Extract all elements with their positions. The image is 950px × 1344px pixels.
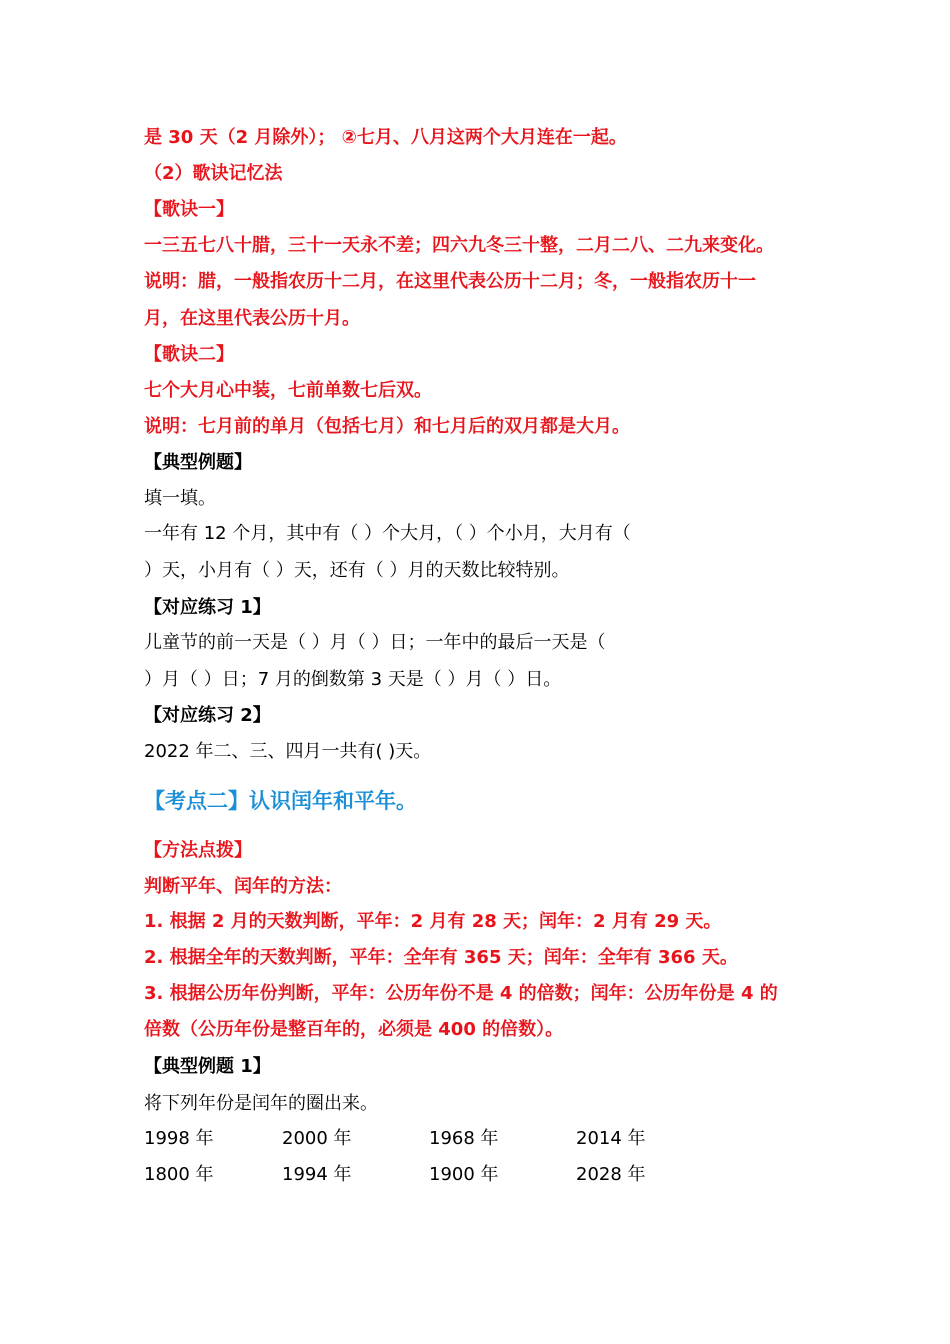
exercise-label: 【对应练习 1】 bbox=[144, 597, 271, 618]
text-line: 是 30 天（2 月除外）； ②七月、八月这两个大月连在一起。 bbox=[144, 127, 627, 148]
example-label: 【典型例题】 bbox=[144, 452, 252, 473]
question-text: 2022 年二、三、四月一共有( )天。 bbox=[144, 741, 432, 762]
explanation-text: 说明：七月前的单月（包括七月）和七月后的双月都是大月。 bbox=[144, 416, 630, 437]
year-item: 1998 年 bbox=[144, 1128, 214, 1149]
year-item: 1900 年 bbox=[429, 1164, 499, 1185]
example-label: 【典型例题 1】 bbox=[144, 1056, 271, 1077]
year-item: 1994 年 bbox=[282, 1164, 352, 1185]
year-item: 2028 年 bbox=[576, 1164, 646, 1185]
instruction-text: 填一填。 bbox=[144, 488, 216, 509]
method-item: 3. 根据公历年份判断，平年：公历年份不是 4 的倍数；闰年：公历年份是 4 的 bbox=[144, 983, 778, 1004]
method-item: 1. 根据 2 月的天数判断，平年：2 月有 28 天；闰年：2 月有 29 天。 bbox=[144, 911, 722, 932]
exercise-label: 【对应练习 2】 bbox=[144, 705, 271, 726]
question-text: 一年有 12 个月，其中有（ ）个大月，（ ）个小月，大月有（ bbox=[144, 523, 631, 544]
year-item: 2014 年 bbox=[576, 1128, 646, 1149]
question-text: 儿童节的前一天是（ ）月（ ）日；一年中的最后一天是（ bbox=[144, 632, 606, 653]
section-subheading: （2）歌诀记忆法 bbox=[144, 163, 283, 184]
year-item: 1968 年 bbox=[429, 1128, 499, 1149]
question-text-cont: ）天，小月有（ ）天，还有（ ）月的天数比较特别。 bbox=[144, 560, 570, 581]
method-item: 2. 根据全年的天数判断，平年：全年有 365 天；闰年：全年有 366 天。 bbox=[144, 947, 738, 968]
year-item: 1800 年 bbox=[144, 1164, 214, 1185]
mnemonic-text: 七个大月心中装，七前单数七后双。 bbox=[144, 380, 432, 401]
method-item-cont: 倍数（公历年份是整百年的，必须是 400 的倍数）。 bbox=[144, 1019, 564, 1040]
question-text-cont: ）月（ ）日；7 月的倒数第 3 天是（ ）月（ ）日。 bbox=[144, 669, 562, 690]
explanation-text: 说明：腊，一般指农历十二月，在这里代表公历十二月；冬，一般指农历十一 bbox=[144, 271, 756, 292]
mnemonic-label: 【歌诀二】 bbox=[144, 344, 234, 365]
instruction-text: 将下列年份是闰年的圈出来。 bbox=[144, 1093, 378, 1114]
explanation-text-cont: 月，在这里代表公历十月。 bbox=[144, 308, 360, 329]
section-heading: 【考点二】认识闰年和平年。 bbox=[144, 789, 417, 813]
method-intro: 判断平年、闰年的方法： bbox=[144, 876, 342, 897]
mnemonic-text: 一三五七八十腊，三十一天永不差；四六九冬三十整，二月二八、二九来变化。 bbox=[144, 235, 774, 256]
mnemonic-label: 【歌诀一】 bbox=[144, 199, 234, 220]
year-item: 2000 年 bbox=[282, 1128, 352, 1149]
method-label: 【方法点拨】 bbox=[144, 840, 252, 861]
